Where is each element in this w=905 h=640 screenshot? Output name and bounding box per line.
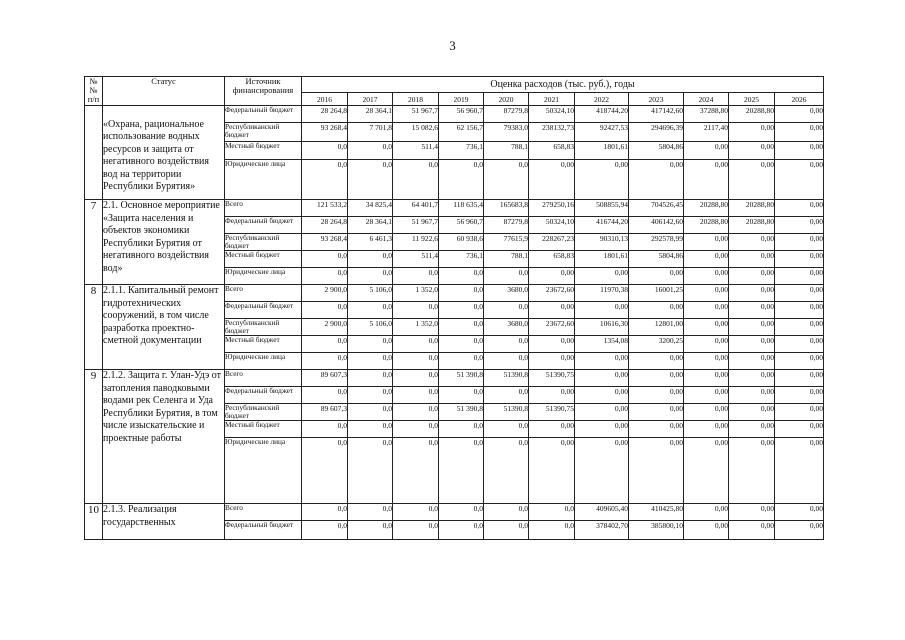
value-cell: 50324,10 — [529, 217, 575, 234]
value-cell: 3680,0 — [484, 285, 529, 302]
value-cell: 385800,10 — [629, 521, 684, 540]
value-cell: 0,0 — [348, 370, 393, 387]
value-cell: 0,0 — [348, 302, 393, 319]
header-year: 2018 — [393, 93, 439, 106]
funding-source: Федеральный бюджет — [225, 302, 302, 319]
funding-source: Всего — [225, 285, 302, 302]
header-year: 2024 — [684, 93, 729, 106]
table-row — [85, 504, 824, 521]
value-cell: 292578,99 — [629, 234, 684, 251]
value-cell: 15 082,6 — [393, 123, 439, 142]
header-source: Источник финансирования — [225, 77, 302, 106]
value-cell: 0,00 — [684, 302, 729, 319]
value-cell: 0,0 — [348, 160, 393, 200]
value-cell: 0,00 — [729, 319, 775, 336]
value-cell: 0,00 — [684, 160, 729, 200]
header-estimate: Оценка расходов (тыс. руб.), годы — [302, 77, 824, 93]
value-cell: 406142,60 — [629, 217, 684, 234]
funding-source: Всего — [225, 370, 302, 387]
table-row — [85, 370, 824, 387]
value-cell: 79383,0 — [484, 123, 529, 142]
value-cell: 294696,39 — [629, 123, 684, 142]
value-cell: 508855,94 — [575, 200, 629, 217]
value-cell: 0,0 — [348, 421, 393, 438]
value-cell: 0,00 — [684, 521, 729, 540]
value-cell: 0,00 — [684, 370, 729, 387]
value-cell: 0,0 — [484, 504, 529, 521]
value-cell: 5 106,0 — [348, 319, 393, 336]
value-cell: 0,0 — [302, 160, 348, 200]
value-cell: 0,00 — [729, 521, 775, 540]
value-cell: 0,00 — [529, 421, 575, 438]
value-cell: 0,00 — [775, 106, 824, 123]
value-cell: 0,00 — [684, 438, 729, 504]
value-cell: 0,0 — [393, 268, 439, 285]
value-cell: 736,1 — [439, 251, 484, 268]
value-cell: 0,00 — [729, 353, 775, 370]
value-cell: 238132,73 — [529, 123, 575, 142]
value-cell: 0,00 — [775, 234, 824, 251]
value-cell: 0,0 — [529, 504, 575, 521]
value-cell: 0,0 — [439, 438, 484, 504]
value-cell: 0,00 — [729, 268, 775, 285]
value-cell: 0,00 — [529, 302, 575, 319]
row-number: 9 — [85, 370, 103, 504]
value-cell: 0,00 — [729, 438, 775, 504]
header-number: № № п/п — [85, 77, 103, 106]
value-cell: 89 607,3 — [302, 404, 348, 421]
value-cell: 0,00 — [775, 142, 824, 160]
value-cell: 87279,8 — [484, 106, 529, 123]
value-cell: 5804,86 — [629, 251, 684, 268]
header-year: 2026 — [775, 93, 824, 106]
value-cell: 0,0 — [484, 438, 529, 504]
value-cell: 0,00 — [729, 160, 775, 200]
value-cell: 788,1 — [484, 251, 529, 268]
table-row — [85, 285, 824, 302]
value-cell: 0,00 — [775, 370, 824, 387]
value-cell: 51390,8 — [484, 404, 529, 421]
header-year: 2020 — [484, 93, 529, 106]
value-cell: 0,00 — [575, 160, 629, 200]
funding-source: Местный бюджет — [225, 142, 302, 160]
value-cell: 788,1 — [484, 142, 529, 160]
value-cell: 92427,53 — [575, 123, 629, 142]
value-cell: 0,0 — [439, 421, 484, 438]
value-cell: 23672,60 — [529, 285, 575, 302]
table-row — [85, 106, 824, 123]
value-cell: 704526,45 — [629, 200, 684, 217]
value-cell: 0,0 — [393, 160, 439, 200]
value-cell: 0,00 — [729, 387, 775, 404]
value-cell: 28 364,1 — [348, 106, 393, 123]
value-cell: 0,00 — [684, 285, 729, 302]
value-cell: 0,00 — [729, 251, 775, 268]
value-cell: 0,00 — [629, 404, 684, 421]
value-cell: 51390,8 — [484, 370, 529, 387]
header-year: 2016 — [302, 93, 348, 106]
value-cell: 0,00 — [775, 404, 824, 421]
value-cell: 0,0 — [439, 268, 484, 285]
value-cell: 0,00 — [729, 504, 775, 521]
value-cell: 378402,70 — [575, 521, 629, 540]
value-cell: 0,00 — [629, 387, 684, 404]
funding-source: Республиканский бюджет — [225, 404, 302, 421]
funding-source: Республиканский бюджет — [225, 234, 302, 251]
value-cell: 51 967,7 — [393, 217, 439, 234]
value-cell: 0,00 — [775, 504, 824, 521]
value-cell: 6 461,3 — [348, 234, 393, 251]
value-cell: 20288,80 — [729, 106, 775, 123]
value-cell: 16001,25 — [629, 285, 684, 302]
value-cell: 60 938,6 — [439, 234, 484, 251]
value-cell: 0,00 — [729, 370, 775, 387]
funding-source: Федеральный бюджет — [225, 521, 302, 540]
value-cell: 0,0 — [393, 438, 439, 504]
value-cell: 28 264,8 — [302, 106, 348, 123]
funding-source: Республиканский бюджет — [225, 123, 302, 142]
value-cell: 0,0 — [439, 387, 484, 404]
value-cell: 2 900,0 — [302, 319, 348, 336]
status-cell: 2.1. Основное мероприятие «Защита населения и объектов экономики Республики Бурятия от негативного воздействия вод» — [103, 200, 225, 285]
value-cell: 50324,10 — [529, 106, 575, 123]
value-cell: 0,0 — [393, 504, 439, 521]
value-cell: 0,00 — [529, 336, 575, 353]
funding-source: Юридические лица — [225, 160, 302, 200]
value-cell: 409605,40 — [575, 504, 629, 521]
value-cell: 89 607,3 — [302, 370, 348, 387]
value-cell: 0,00 — [629, 421, 684, 438]
value-cell: 0,0 — [484, 302, 529, 319]
header-status: Статус — [103, 77, 225, 106]
value-cell: 0,0 — [348, 404, 393, 421]
value-cell: 0,0 — [348, 142, 393, 160]
value-cell: 0,00 — [775, 421, 824, 438]
header-year: 2021 — [529, 93, 575, 106]
value-cell: 20288,80 — [684, 200, 729, 217]
value-cell: 658,83 — [529, 251, 575, 268]
value-cell: 0,00 — [575, 404, 629, 421]
value-cell: 0,00 — [775, 268, 824, 285]
value-cell: 51390,75 — [529, 404, 575, 421]
value-cell: 87279,8 — [484, 217, 529, 234]
value-cell: 90310,13 — [575, 234, 629, 251]
value-cell: 0,0 — [529, 521, 575, 540]
value-cell: 0,00 — [684, 268, 729, 285]
value-cell: 0,0 — [439, 285, 484, 302]
value-cell: 417142,60 — [629, 106, 684, 123]
value-cell: 121 533,2 — [302, 200, 348, 217]
funding-source: Местный бюджет — [225, 251, 302, 268]
funding-source: Федеральный бюджет — [225, 387, 302, 404]
value-cell: 0,0 — [348, 387, 393, 404]
value-cell: 1354,08 — [575, 336, 629, 353]
value-cell: 0,00 — [529, 160, 575, 200]
value-cell: 0,00 — [629, 302, 684, 319]
funding-source: Юридические лица — [225, 268, 302, 285]
value-cell: 62 156,7 — [439, 123, 484, 142]
value-cell: 0,0 — [484, 353, 529, 370]
value-cell: 0,00 — [629, 160, 684, 200]
value-cell: 0,00 — [729, 285, 775, 302]
value-cell: 0,00 — [775, 285, 824, 302]
value-cell: 12801,00 — [629, 319, 684, 336]
value-cell: 0,00 — [575, 438, 629, 504]
value-cell: 658,83 — [529, 142, 575, 160]
budget-table — [84, 76, 824, 540]
value-cell: 0,0 — [348, 268, 393, 285]
value-cell: 51 390,8 — [439, 370, 484, 387]
value-cell: 1 352,0 — [393, 319, 439, 336]
value-cell: 7 701,8 — [348, 123, 393, 142]
value-cell: 279250,16 — [529, 200, 575, 217]
row-number: 7 — [85, 200, 103, 285]
value-cell: 2117,40 — [684, 123, 729, 142]
value-cell: 0,00 — [629, 353, 684, 370]
value-cell: 0,00 — [575, 302, 629, 319]
value-cell: 0,0 — [302, 504, 348, 521]
value-cell: 0,00 — [575, 387, 629, 404]
table-body — [85, 106, 824, 540]
funding-source: Местный бюджет — [225, 336, 302, 353]
value-cell: 0,0 — [302, 251, 348, 268]
funding-source: Юридические лица — [225, 353, 302, 370]
value-cell: 165683,8 — [484, 200, 529, 217]
value-cell: 0,0 — [393, 421, 439, 438]
value-cell: 0,00 — [684, 404, 729, 421]
value-cell: 20288,80 — [684, 217, 729, 234]
value-cell: 0,00 — [775, 521, 824, 540]
value-cell: 11970,38 — [575, 285, 629, 302]
value-cell: 0,0 — [302, 142, 348, 160]
table-row — [85, 200, 824, 217]
value-cell: 0,00 — [684, 353, 729, 370]
value-cell: 5804,86 — [629, 142, 684, 160]
funding-source: Всего — [225, 504, 302, 521]
value-cell: 51 390,8 — [439, 404, 484, 421]
value-cell: 0,00 — [729, 123, 775, 142]
value-cell: 37288,80 — [684, 106, 729, 123]
value-cell: 0,0 — [348, 353, 393, 370]
value-cell: 56 960,7 — [439, 217, 484, 234]
value-cell: 11 922,6 — [393, 234, 439, 251]
status-cell: 2.1.3. Реализация государственных — [103, 504, 225, 540]
value-cell: 0,00 — [575, 370, 629, 387]
value-cell: 0,0 — [393, 370, 439, 387]
value-cell: 10616,30 — [575, 319, 629, 336]
value-cell: 0,00 — [775, 438, 824, 504]
value-cell: 64 401,7 — [393, 200, 439, 217]
header-year: 2023 — [629, 93, 684, 106]
value-cell: 0,0 — [348, 438, 393, 504]
value-cell: 28 364,1 — [348, 217, 393, 234]
value-cell: 0,00 — [684, 387, 729, 404]
value-cell: 0,0 — [348, 504, 393, 521]
value-cell: 0,0 — [302, 353, 348, 370]
header-year: 2022 — [575, 93, 629, 106]
funding-source: Местный бюджет — [225, 421, 302, 438]
value-cell: 511,4 — [393, 251, 439, 268]
value-cell: 34 825,4 — [348, 200, 393, 217]
value-cell: 0,0 — [439, 353, 484, 370]
value-cell: 0,0 — [302, 421, 348, 438]
value-cell: 0,00 — [729, 421, 775, 438]
row-number — [85, 106, 103, 200]
value-cell: 0,00 — [629, 370, 684, 387]
value-cell: 0,0 — [393, 302, 439, 319]
value-cell: 0,00 — [684, 421, 729, 438]
value-cell: 0,0 — [393, 353, 439, 370]
value-cell: 1801,61 — [575, 142, 629, 160]
value-cell: 0,0 — [302, 387, 348, 404]
status-cell: 2.1.2. Защита г. Улан-Удэ от затопления паводковыми водами рек Селенга и Уда Республики Бурятия, в том числе изыскательские и проектные работы — [103, 370, 225, 504]
value-cell: 93 268,4 — [302, 234, 348, 251]
value-cell: 1 352,0 — [393, 285, 439, 302]
status-cell: «Охрана, рациональное использование водных ресурсов и защита от негативного воздействия вод на территории Республики Бурятия» — [103, 106, 225, 200]
value-cell: 0,00 — [684, 504, 729, 521]
value-cell: 228267,23 — [529, 234, 575, 251]
value-cell: 410425,80 — [629, 504, 684, 521]
value-cell: 118 635,4 — [439, 200, 484, 217]
funding-source: Республиканский бюджет — [225, 319, 302, 336]
value-cell: 0,00 — [529, 387, 575, 404]
value-cell: 0,0 — [393, 521, 439, 540]
value-cell: 416744,20 — [575, 217, 629, 234]
value-cell: 0,0 — [348, 336, 393, 353]
row-number: 10 — [85, 504, 103, 540]
header-year: 2017 — [348, 93, 393, 106]
value-cell: 0,0 — [484, 160, 529, 200]
value-cell: 0,00 — [775, 123, 824, 142]
value-cell: 736,1 — [439, 142, 484, 160]
value-cell: 0,0 — [439, 319, 484, 336]
value-cell: 0,0 — [393, 387, 439, 404]
value-cell: 0,00 — [775, 353, 824, 370]
value-cell: 0,00 — [529, 353, 575, 370]
value-cell: 0,0 — [393, 336, 439, 353]
funding-source: Юридические лица — [225, 438, 302, 504]
value-cell: 0,0 — [484, 421, 529, 438]
value-cell: 0,00 — [775, 200, 824, 217]
value-cell: 0,0 — [302, 302, 348, 319]
value-cell: 0,0 — [302, 336, 348, 353]
value-cell: 0,00 — [775, 387, 824, 404]
value-cell: 0,00 — [775, 160, 824, 200]
value-cell: 0,00 — [684, 234, 729, 251]
value-cell: 0,0 — [484, 387, 529, 404]
value-cell: 0,00 — [775, 302, 824, 319]
value-cell: 20288,80 — [729, 200, 775, 217]
value-cell: 0,0 — [439, 336, 484, 353]
value-cell: 0,0 — [484, 268, 529, 285]
value-cell: 3680,0 — [484, 319, 529, 336]
value-cell: 0,00 — [729, 302, 775, 319]
value-cell: 0,00 — [775, 319, 824, 336]
value-cell: 23672,60 — [529, 319, 575, 336]
header-year: 2019 — [439, 93, 484, 106]
value-cell: 0,00 — [529, 268, 575, 285]
value-cell: 1801,61 — [575, 251, 629, 268]
value-cell: 0,0 — [439, 302, 484, 319]
value-cell: 0,0 — [302, 268, 348, 285]
value-cell: 93 268,4 — [302, 123, 348, 142]
value-cell: 0,0 — [484, 336, 529, 353]
value-cell: 0,00 — [529, 438, 575, 504]
funding-source: Всего — [225, 200, 302, 217]
value-cell: 0,0 — [302, 521, 348, 540]
value-cell: 511,4 — [393, 142, 439, 160]
value-cell: 0,00 — [629, 268, 684, 285]
value-cell: 0,00 — [684, 251, 729, 268]
value-cell: 77615,9 — [484, 234, 529, 251]
value-cell: 0,00 — [729, 142, 775, 160]
value-cell: 0,00 — [575, 268, 629, 285]
value-cell: 0,0 — [439, 521, 484, 540]
funding-source: Федеральный бюджет — [225, 217, 302, 234]
value-cell: 0,00 — [729, 404, 775, 421]
value-cell: 0,0 — [439, 504, 484, 521]
funding-source: Федеральный бюджет — [225, 106, 302, 123]
value-cell: 0,00 — [684, 336, 729, 353]
value-cell: 2 900,0 — [302, 285, 348, 302]
value-cell: 28 264,8 — [302, 217, 348, 234]
value-cell: 51390,75 — [529, 370, 575, 387]
value-cell: 0,00 — [729, 336, 775, 353]
value-cell: 0,00 — [775, 217, 824, 234]
value-cell: 0,0 — [393, 404, 439, 421]
status-cell: 2.1.1. Капитальный ремонт гидротехнических сооружений, в том числе разработка проектно-сметной документации — [103, 285, 225, 370]
header-year: 2025 — [729, 93, 775, 106]
value-cell: 0,00 — [775, 336, 824, 353]
row-number: 8 — [85, 285, 103, 370]
value-cell: 5 106,0 — [348, 285, 393, 302]
value-cell: 51 967,7 — [393, 106, 439, 123]
value-cell: 0,00 — [775, 251, 824, 268]
value-cell: 0,00 — [575, 421, 629, 438]
value-cell: 0,00 — [684, 142, 729, 160]
value-cell: 3200,25 — [629, 336, 684, 353]
value-cell: 0,0 — [348, 251, 393, 268]
value-cell: 0,00 — [629, 438, 684, 504]
value-cell: 20288,80 — [729, 217, 775, 234]
value-cell: 0,0 — [439, 160, 484, 200]
value-cell: 0,0 — [348, 521, 393, 540]
value-cell: 0,00 — [729, 234, 775, 251]
value-cell: 0,00 — [684, 319, 729, 336]
value-cell: 56 960,7 — [439, 106, 484, 123]
value-cell: 0,00 — [575, 353, 629, 370]
value-cell: 0,0 — [302, 438, 348, 504]
page-number: 3 — [449, 38, 456, 53]
value-cell: 418744,20 — [575, 106, 629, 123]
value-cell: 0,0 — [484, 521, 529, 540]
